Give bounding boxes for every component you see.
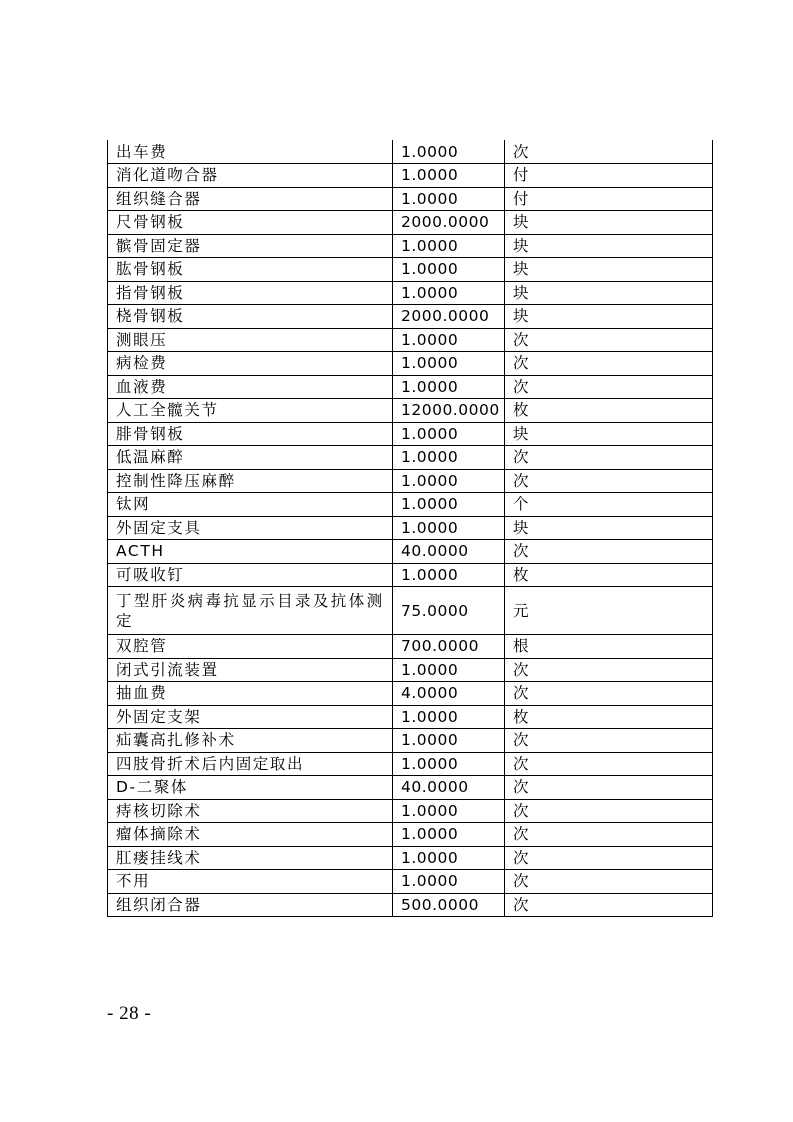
table-row	[108, 563, 713, 587]
item-unit-cell: 次	[505, 140, 713, 164]
table-row	[108, 870, 713, 894]
item-price-cell: 1.0000	[393, 258, 505, 282]
table-row	[108, 375, 713, 399]
item-unit-cell: 次	[505, 682, 713, 706]
item-unit-cell: 次	[505, 375, 713, 399]
item-name-cell: 丁型肝炎病毒抗显示目录及抗体测定	[108, 587, 393, 635]
item-unit-cell: 根	[505, 635, 713, 659]
item-name-cell: 出车费	[108, 140, 393, 164]
item-unit-cell: 次	[505, 893, 713, 917]
table-row	[108, 258, 713, 282]
item-price-cell: 1.0000	[393, 281, 505, 305]
fee-table-container	[107, 140, 712, 917]
table-row	[108, 540, 713, 564]
item-name-cell: 指骨钢板	[108, 281, 393, 305]
item-name-cell: 血液费	[108, 375, 393, 399]
item-unit-cell: 块	[505, 305, 713, 329]
item-unit-cell: 枚	[505, 705, 713, 729]
item-price-cell: 1.0000	[393, 799, 505, 823]
item-name-cell: 外固定支具	[108, 516, 393, 540]
item-unit-cell: 次	[505, 846, 713, 870]
item-price-cell: 1.0000	[393, 563, 505, 587]
item-price-cell: 1.0000	[393, 658, 505, 682]
item-price-cell: 1.0000	[393, 752, 505, 776]
table-row	[108, 729, 713, 753]
item-price-cell: 1.0000	[393, 140, 505, 164]
item-name-cell: 钛网	[108, 493, 393, 517]
item-name-cell: 双腔管	[108, 635, 393, 659]
item-unit-cell: 次	[505, 870, 713, 894]
item-name-cell: 测眼压	[108, 328, 393, 352]
item-price-cell: 1.0000	[393, 870, 505, 894]
item-price-cell: 12000.0000	[393, 399, 505, 423]
item-unit-cell: 块	[505, 422, 713, 446]
item-price-cell: 75.0000	[393, 587, 505, 635]
table-row	[108, 658, 713, 682]
item-name-cell: 疝囊高扎修补术	[108, 729, 393, 753]
item-unit-cell: 枚	[505, 563, 713, 587]
item-unit-cell: 次	[505, 328, 713, 352]
item-price-cell: 1.0000	[393, 846, 505, 870]
item-name-cell: 不用	[108, 870, 393, 894]
item-name-cell: 控制性降压麻醉	[108, 469, 393, 493]
item-name-cell: 组织缝合器	[108, 187, 393, 211]
table-row	[108, 446, 713, 470]
item-unit-cell: 块	[505, 516, 713, 540]
item-price-cell: 1.0000	[393, 446, 505, 470]
item-unit-cell: 次	[505, 352, 713, 376]
item-unit-cell: 次	[505, 752, 713, 776]
table-row	[108, 352, 713, 376]
item-price-cell: 1.0000	[393, 729, 505, 753]
table-row	[108, 399, 713, 423]
table-row	[108, 305, 713, 329]
item-unit-cell: 次	[505, 469, 713, 493]
item-unit-cell: 次	[505, 823, 713, 847]
item-unit-cell: 次	[505, 540, 713, 564]
item-name-cell: 病检费	[108, 352, 393, 376]
item-price-cell: 1.0000	[393, 234, 505, 258]
item-name-cell: 髌骨固定器	[108, 234, 393, 258]
item-price-cell: 500.0000	[393, 893, 505, 917]
item-name-cell: 肛瘘挂线术	[108, 846, 393, 870]
item-name-cell: 尺骨钢板	[108, 211, 393, 235]
item-price-cell: 1.0000	[393, 469, 505, 493]
item-unit-cell: 枚	[505, 399, 713, 423]
item-price-cell: 1.0000	[393, 516, 505, 540]
item-name-cell: ACTH	[108, 540, 393, 564]
item-price-cell: 40.0000	[393, 540, 505, 564]
item-price-cell: 1.0000	[393, 422, 505, 446]
item-unit-cell: 元	[505, 587, 713, 635]
page-number: - 28 -	[107, 1003, 152, 1024]
item-name-cell: 抽血费	[108, 682, 393, 706]
item-unit-cell: 块	[505, 211, 713, 235]
fee-table-body	[108, 140, 713, 917]
item-unit-cell: 次	[505, 658, 713, 682]
item-unit-cell: 付	[505, 164, 713, 188]
item-unit-cell: 次	[505, 729, 713, 753]
table-row	[108, 516, 713, 540]
item-price-cell: 1.0000	[393, 328, 505, 352]
table-row	[108, 493, 713, 517]
item-price-cell: 1.0000	[393, 705, 505, 729]
table-row	[108, 164, 713, 188]
item-name-cell: 消化道吻合器	[108, 164, 393, 188]
item-name-cell: D-二聚体	[108, 776, 393, 800]
item-price-cell: 1.0000	[393, 164, 505, 188]
table-row	[108, 752, 713, 776]
item-unit-cell: 块	[505, 234, 713, 258]
item-name-cell: 外固定支架	[108, 705, 393, 729]
fee-table	[107, 140, 713, 917]
table-row	[108, 705, 713, 729]
item-price-cell: 4.0000	[393, 682, 505, 706]
table-row	[108, 328, 713, 352]
item-name-cell: 低温麻醉	[108, 446, 393, 470]
table-row	[108, 846, 713, 870]
table-row	[108, 187, 713, 211]
item-unit-cell: 次	[505, 446, 713, 470]
item-name-cell: 桡骨钢板	[108, 305, 393, 329]
item-unit-cell: 块	[505, 281, 713, 305]
item-unit-cell: 块	[505, 258, 713, 282]
table-row	[108, 281, 713, 305]
item-name-cell: 肱骨钢板	[108, 258, 393, 282]
table-row	[108, 211, 713, 235]
table-row	[108, 893, 713, 917]
item-price-cell: 40.0000	[393, 776, 505, 800]
item-price-cell: 1.0000	[393, 187, 505, 211]
table-row	[108, 799, 713, 823]
item-unit-cell: 个	[505, 493, 713, 517]
item-name-cell: 组织闭合器	[108, 893, 393, 917]
item-price-cell: 1.0000	[393, 375, 505, 399]
item-name-cell: 人工全髋关节	[108, 399, 393, 423]
item-unit-cell: 付	[505, 187, 713, 211]
item-price-cell: 2000.0000	[393, 211, 505, 235]
table-row	[108, 422, 713, 446]
item-name-cell: 可吸收钉	[108, 563, 393, 587]
table-row	[108, 234, 713, 258]
item-unit-cell: 次	[505, 799, 713, 823]
item-unit-cell: 次	[505, 776, 713, 800]
item-price-cell: 2000.0000	[393, 305, 505, 329]
item-name-cell: 闭式引流装置	[108, 658, 393, 682]
table-row	[108, 682, 713, 706]
table-row	[108, 587, 713, 635]
table-row	[108, 635, 713, 659]
table-row	[108, 776, 713, 800]
item-price-cell: 1.0000	[393, 352, 505, 376]
item-price-cell: 700.0000	[393, 635, 505, 659]
item-price-cell: 1.0000	[393, 823, 505, 847]
item-price-cell: 1.0000	[393, 493, 505, 517]
table-row	[108, 823, 713, 847]
table-row	[108, 469, 713, 493]
item-name-cell: 腓骨钢板	[108, 422, 393, 446]
item-name-cell: 四肢骨折术后内固定取出	[108, 752, 393, 776]
table-row	[108, 140, 713, 164]
item-name-cell: 瘤体摘除术	[108, 823, 393, 847]
item-name-cell: 痔核切除术	[108, 799, 393, 823]
